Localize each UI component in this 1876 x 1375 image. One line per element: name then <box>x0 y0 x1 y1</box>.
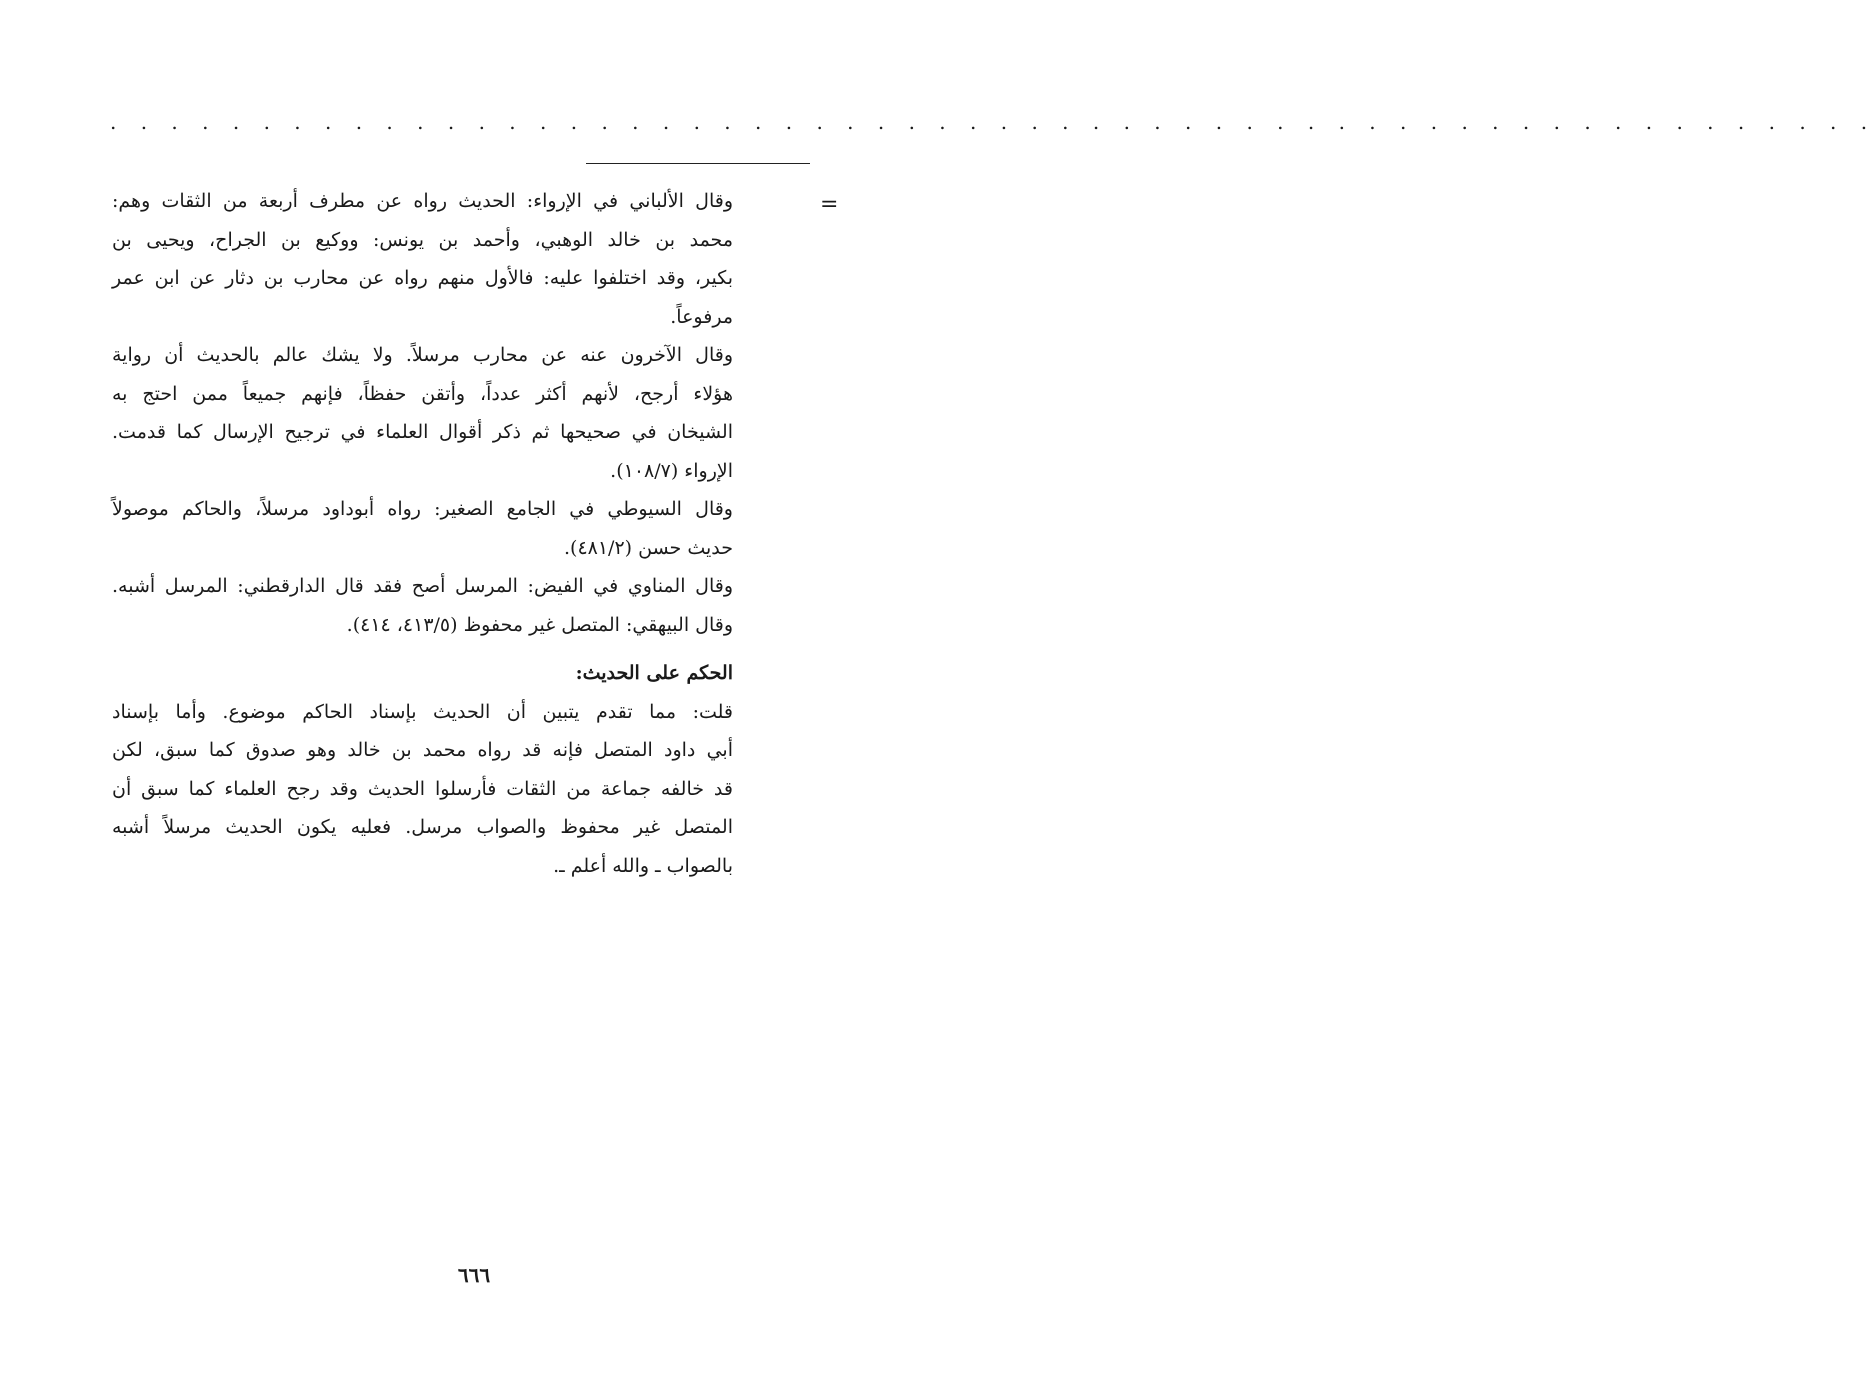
body-line: قلت: مما تقدم يتبين أن الحديث بإسناد الحاكم موضوع. وأما بإسناد <box>112 700 733 723</box>
text-line: مرفوعاً. <box>670 305 733 328</box>
body-line: المتصل غير محفوظ والصواب مرسل. فعليه يكون الحديث مرسلاً أشبه <box>112 816 733 838</box>
text-line: بكير، وقد اختلفوا عليه: فالأول منهم رواه عن محارب بن دثار عن ابن عمر <box>112 267 733 289</box>
text-line: هؤلاء أرجح، لأنهم أكثر عدداً، وأتقن حفظاً، فإنهم جميعاً ممن احتج به <box>112 382 733 405</box>
page-number: ٦٦٦ <box>457 1263 491 1287</box>
body-line: أبي داود المتصل فإنه قد رواه محمد بن خالد وهو صدوق كما سبق، لكن <box>112 739 733 761</box>
text-line: وقال السيوطي في الجامع الصغير: رواه أبوداود مرسلاً، والحاكم موصولاً <box>112 498 733 520</box>
footnote-rule <box>586 163 810 164</box>
text-line: الإرواء (١٠٨/٧). <box>610 459 733 482</box>
text-line: محمد بن خالد الوهبي، وأحمد بن يونس: ووكيع بن الجراح، ويحيى بن <box>112 228 733 251</box>
text-line: وقال المناوي في الفيض: المرسل أصح فقد قال الدارقطني: المرسل أشبه. <box>112 575 733 597</box>
text-line: وقال البيهقي: المتصل غير محفوظ (٤١٣/٥، ٤١٤). <box>346 613 733 636</box>
footnote-continuation-marker: = <box>820 192 839 217</box>
text-line: وقال الآخرون عنه عن محارب مرسلاً. ولا يشك عالم بالحديث أن رواية <box>112 344 733 366</box>
text-line: حديث حسن (٤٨١/٢). <box>563 536 733 559</box>
section-heading: الحكم على الحديث: <box>575 662 733 684</box>
body-line: بالصواب ـ والله أعلم ـ. <box>553 854 733 877</box>
text-line: الشيخان في صحيحها ثم ذكر أقوال العلماء في ترجيح الإرسال كما قدمت. <box>112 421 733 443</box>
text-line: وقال الألباني في الإرواء: الحديث رواه عن مطرف أربعة من الثقات وهم: <box>112 190 733 212</box>
footnote-text-block <box>112 182 733 885</box>
dotted-separator: . . . . . . . . . . . . . . . . . . . . . . . . . . . . . . . . . . . . . . . . . . . . . . . . . . . . . . . . . . <box>110 110 1876 134</box>
body-line: قد خالفه جماعة من الثقات فأرسلوا الحديث وقد رجح العلماء كما سبق أن <box>112 777 733 800</box>
